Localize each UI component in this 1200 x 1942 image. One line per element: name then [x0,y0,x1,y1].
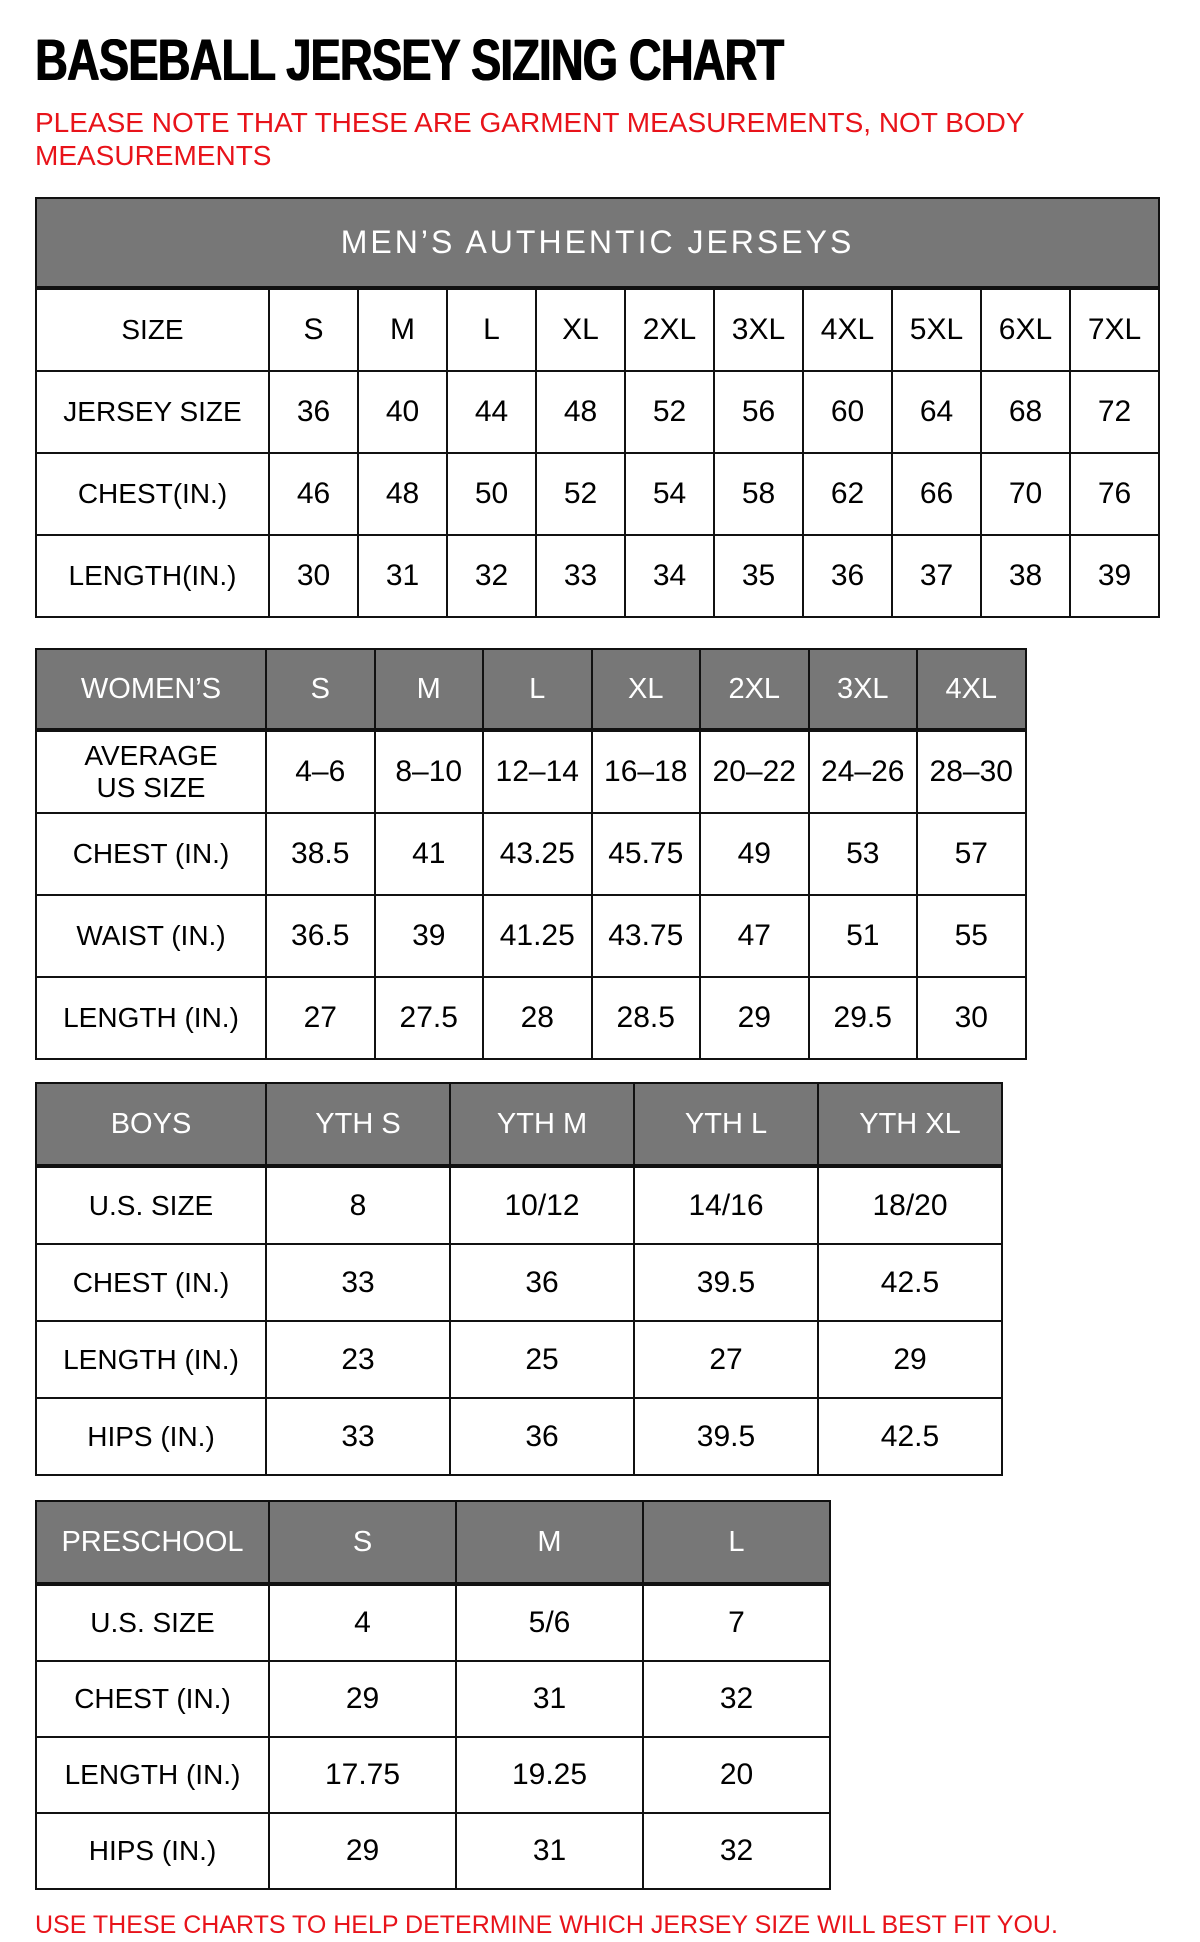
cell: 60 [803,371,892,453]
row-label: CHEST (IN.) [36,1244,266,1321]
cell: 29 [269,1661,456,1737]
row-label: HIPS (IN.) [36,1398,266,1475]
size-header-cell: 4XL [917,649,1026,730]
cell: 35 [714,535,803,617]
cell: 36 [450,1398,634,1475]
row-label: SIZE [36,288,269,371]
cell: 52 [536,453,625,535]
cell: 31 [456,1813,643,1889]
size-header-cell: L [483,649,592,730]
table-row [36,1244,1002,1321]
womens-sizing-table [35,648,1027,1060]
cell: 46 [269,453,358,535]
row-label-text: AVERAGE US SIZE [84,740,218,803]
boys-sizing-table [35,1082,1003,1476]
cell: 42.5 [818,1398,1002,1475]
table-header-row [36,1083,1002,1166]
size-header-cell: 2XL [700,649,809,730]
cell: 32 [447,535,536,617]
cell: 29 [818,1321,1002,1398]
size-header-cell: M [456,1501,643,1584]
cell: 37 [892,535,981,617]
table-row [36,813,1026,895]
cell: 41.25 [483,895,592,977]
cell: 31 [358,535,447,617]
cell: 32 [643,1661,830,1737]
size-header-cell: YTH M [450,1083,634,1166]
row-label [36,730,266,813]
table-row [36,1398,1002,1475]
cell: 27 [634,1321,818,1398]
mens-sizing-table [35,197,1160,618]
cell: 51 [809,895,918,977]
note-line: MEASUREMENTS [35,140,272,171]
cell: 56 [714,371,803,453]
size-header-cell: S [269,1501,456,1584]
table-row [36,1321,1002,1398]
cell: 70 [981,453,1070,535]
cell: L [447,288,536,371]
cell: M [358,288,447,371]
table-row [36,730,1026,813]
cell: 62 [803,453,892,535]
table-row [36,535,1159,617]
size-header-cell: YTH L [634,1083,818,1166]
cell: 43.25 [483,813,592,895]
table-row [36,1813,830,1889]
cell: 24–26 [809,730,918,813]
row-label: CHEST (IN.) [36,813,266,895]
cell: 40 [358,371,447,453]
cell: 44 [447,371,536,453]
cell: 28 [483,977,592,1059]
table-header-label: WOMEN’S [36,649,266,730]
size-header-cell: M [375,649,484,730]
cell: 19.25 [456,1737,643,1813]
cell: 2XL [625,288,714,371]
row-label: WAIST (IN.) [36,895,266,977]
cell: 32 [643,1813,830,1889]
cell: 6XL [981,288,1070,371]
cell: 76 [1070,453,1159,535]
cell: 57 [917,813,1026,895]
cell: 38.5 [266,813,375,895]
cell: 30 [917,977,1026,1059]
cell: 58 [714,453,803,535]
cell: 4 [269,1584,456,1661]
cell: 27 [266,977,375,1059]
cell: 53 [809,813,918,895]
cell: 12–14 [483,730,592,813]
row-label: LENGTH (IN.) [36,1737,269,1813]
row-label: LENGTH(IN.) [36,535,269,617]
cell: 20–22 [700,730,809,813]
table-header-label: BOYS [36,1083,266,1166]
cell: 8 [266,1166,450,1244]
page-title: BASEBALL JERSEY SIZING CHART [35,28,784,93]
cell: 4XL [803,288,892,371]
footer-note: USE THESE CHARTS TO HELP DETERMINE WHICH JERSEY SIZE WILL BEST FIT YOU. [35,1911,1058,1939]
row-label: CHEST (IN.) [36,1661,269,1737]
cell: 52 [625,371,714,453]
size-header-cell: YTH XL [818,1083,1002,1166]
cell: 28–30 [917,730,1026,813]
table-row [36,1166,1002,1244]
cell: 48 [358,453,447,535]
cell: 72 [1070,371,1159,453]
cell: 47 [700,895,809,977]
cell: 23 [266,1321,450,1398]
cell: 54 [625,453,714,535]
cell: 33 [266,1398,450,1475]
cell: 29 [269,1813,456,1889]
cell: 36.5 [266,895,375,977]
cell: 27.5 [375,977,484,1059]
cell: 43.75 [592,895,701,977]
cell: 5XL [892,288,981,371]
table-row [36,1661,830,1737]
table-row [36,453,1159,535]
table-row [36,288,1159,371]
note-line: PLEASE NOTE THAT THESE ARE GARMENT MEASUREMENTS, NOT BODY [35,107,1025,138]
cell: 34 [625,535,714,617]
cell: 39.5 [634,1244,818,1321]
cell: 8–10 [375,730,484,813]
row-label: CHEST(IN.) [36,453,269,535]
size-header-cell: L [643,1501,830,1584]
cell: S [269,288,358,371]
cell: 36 [450,1244,634,1321]
cell: 3XL [714,288,803,371]
cell: 36 [269,371,358,453]
cell: 5/6 [456,1584,643,1661]
garment-measurement-note [35,106,1165,172]
cell: 68 [981,371,1070,453]
cell: 33 [536,535,625,617]
cell: 66 [892,453,981,535]
cell: 42.5 [818,1244,1002,1321]
cell: 39 [375,895,484,977]
cell: 16–18 [592,730,701,813]
cell: 45.75 [592,813,701,895]
row-label: U.S. SIZE [36,1584,269,1661]
mens-table-banner: MEN’S AUTHENTIC JERSEYS [36,198,1159,288]
cell: 31 [456,1661,643,1737]
cell: 10/12 [450,1166,634,1244]
cell: 30 [269,535,358,617]
table-header-row [36,1501,830,1584]
cell: 41 [375,813,484,895]
size-header-cell: XL [592,649,701,730]
cell: 48 [536,371,625,453]
row-label: LENGTH (IN.) [36,1321,266,1398]
table-header-row [36,649,1026,730]
cell: 39 [1070,535,1159,617]
cell: 4–6 [266,730,375,813]
row-label: LENGTH (IN.) [36,977,266,1059]
cell: 7XL [1070,288,1159,371]
cell: 33 [266,1244,450,1321]
size-header-cell: YTH S [266,1083,450,1166]
table-row [36,1584,830,1661]
cell: XL [536,288,625,371]
cell: 29 [700,977,809,1059]
cell: 39.5 [634,1398,818,1475]
table-banner-row [36,198,1159,288]
table-row [36,1737,830,1813]
cell: 18/20 [818,1166,1002,1244]
size-header-cell: 3XL [809,649,918,730]
cell: 7 [643,1584,830,1661]
cell: 64 [892,371,981,453]
table-row [36,977,1026,1059]
size-header-cell: S [266,649,375,730]
cell: 38 [981,535,1070,617]
cell: 29.5 [809,977,918,1059]
cell: 25 [450,1321,634,1398]
row-label: HIPS (IN.) [36,1813,269,1889]
table-header-label: PRESCHOOL [36,1501,269,1584]
cell: 36 [803,535,892,617]
row-label: JERSEY SIZE [36,371,269,453]
cell: 49 [700,813,809,895]
cell: 14/16 [634,1166,818,1244]
cell: 20 [643,1737,830,1813]
cell: 28.5 [592,977,701,1059]
cell: 50 [447,453,536,535]
cell: 55 [917,895,1026,977]
cell: 17.75 [269,1737,456,1813]
table-row [36,895,1026,977]
row-label: U.S. SIZE [36,1166,266,1244]
table-row [36,371,1159,453]
preschool-sizing-table [35,1500,831,1890]
